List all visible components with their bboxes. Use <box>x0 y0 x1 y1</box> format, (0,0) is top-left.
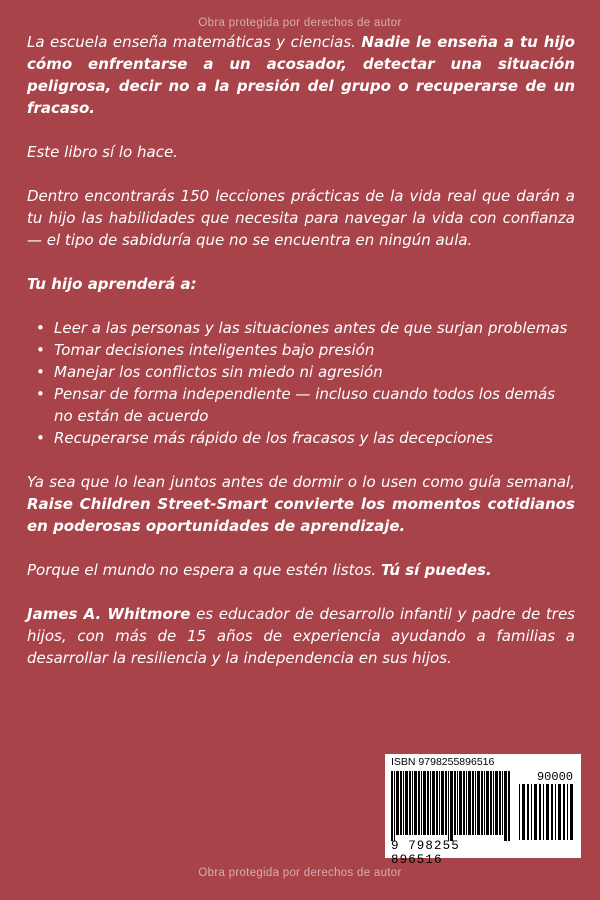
barcode-bar <box>486 771 489 835</box>
barcode-bar <box>403 771 404 835</box>
barcode-bar <box>445 771 447 835</box>
barcode-bar <box>481 771 483 835</box>
addon-bars <box>519 784 573 854</box>
barcode-bar <box>495 771 498 835</box>
barcode-bar <box>468 771 471 835</box>
barcode-bar <box>454 771 456 835</box>
barcode-bar <box>567 784 568 840</box>
barcode-bar <box>463 771 465 835</box>
description-paragraph: Dentro encontrarás 150 lecciones prácticas de la vida real que darán a tu hijo las habilidades que necesita para navegar la vida con confianza — el tipo de sabiduría que no se encuentra en ningún aula. <box>27 187 575 249</box>
barcode-bar <box>484 771 485 835</box>
barcode-bar <box>459 771 462 835</box>
barcode-bar <box>430 771 431 835</box>
author-bio-text: es educador de desarrollo infantil y padre de tres hijos, con más de 15 años de experiencia ayudando a familias a desarrollar la resiliencia y la independencia en sus hijos. <box>27 605 575 667</box>
barcode-bar <box>534 784 537 840</box>
intro-paragraph <box>27 31 575 119</box>
barcode-bar <box>504 771 507 841</box>
barcode-bar <box>436 771 438 835</box>
barcode-bar <box>546 784 549 840</box>
barcode-bar <box>432 771 435 835</box>
list-item: • Pensar de forma independiente — incluso cuando todos los demás no están de acuerdo <box>36 383 575 427</box>
barcode-bar <box>391 771 393 841</box>
barcode-bar <box>441 771 444 835</box>
intro-bold: Nadie le enseña a tu hijo cómo enfrentarse a un acosador, detectar una situación peligrosa, decir no a la presión del grupo o recuperarse de un fracaso. <box>27 33 575 117</box>
barcode-bar <box>412 771 413 835</box>
closing-paragraph <box>27 559 575 581</box>
barcode-bar <box>400 771 402 835</box>
lessons-list <box>27 317 575 449</box>
barcode-bar <box>477 771 480 835</box>
list-item: • Recuperarse más rápido de los fracasos y las decepciones <box>36 427 575 449</box>
isbn-barcode <box>385 754 581 867</box>
barcode-bar <box>527 784 529 840</box>
list-item: • Manejar los conflictos sin miedo ni agresión <box>36 361 575 383</box>
barcode-bar <box>421 771 422 835</box>
back-cover-text <box>27 31 575 669</box>
barcode-bar <box>418 771 420 835</box>
list-item: • Leer a las personas y las situaciones antes de que surjan problemas <box>36 317 575 339</box>
barcode-bar <box>475 771 476 835</box>
tagline: Este libro sí lo hace. <box>27 143 178 161</box>
barcode-bar <box>414 771 417 835</box>
barcode-bar <box>493 771 494 835</box>
barcode-bar <box>450 771 453 841</box>
price-code: 90000 <box>536 770 573 784</box>
barcode-bar <box>531 784 532 840</box>
usage-bold: Raise Children Street-Smart convierte los momentos cotidianos en poderosas oportunidades de aprendizaje. <box>27 495 575 535</box>
closing-plain: Porque el mundo no espera a que estén listos. <box>27 561 382 579</box>
author-bio <box>27 603 575 669</box>
barcode-bar <box>396 771 399 835</box>
barcode-bar <box>570 784 573 840</box>
barcode-bar <box>522 784 525 840</box>
barcode-bar <box>448 771 449 841</box>
barcode-bar <box>405 771 408 835</box>
barcode-bar <box>423 771 426 835</box>
barcode-bar <box>427 771 429 835</box>
watermark-top: Obra protegida por derechos de autor <box>198 17 402 29</box>
barcode-bar <box>490 771 492 835</box>
barcode-bar <box>394 771 395 841</box>
list-item: • Tomar decisiones inteligentes bajo presión <box>36 339 575 361</box>
author-name: James A. Whitmore <box>27 605 191 623</box>
barcode-bar <box>409 771 411 835</box>
barcode-bar <box>472 771 474 835</box>
barcode-bar <box>555 784 556 840</box>
barcode-bar <box>502 771 503 835</box>
barcode-bar <box>508 771 510 841</box>
barcode-bar <box>539 784 541 840</box>
isbn-label: ISBN 9798255896516 <box>391 756 495 768</box>
barcode-bar <box>466 771 467 835</box>
barcode-bar <box>543 784 544 840</box>
barcode-bar <box>499 771 501 835</box>
barcode-bar <box>457 771 458 835</box>
usage-paragraph <box>27 471 575 537</box>
ean-bars <box>391 771 515 841</box>
closing-bold: Tú sí puedes. <box>381 561 492 579</box>
usage-plain: Ya sea que lo lean juntos antes de dormir o lo usen como guía semanal, <box>27 473 575 491</box>
barcode-bar <box>558 784 561 840</box>
barcode-bar <box>551 784 553 840</box>
barcode-bar <box>563 784 565 840</box>
learn-heading: Tu hijo aprenderá a: <box>27 275 197 293</box>
intro-plain: La escuela enseña matemáticas y ciencias. <box>27 33 362 51</box>
watermark-bottom: Obra protegida por derechos de autor <box>198 867 402 879</box>
barcode-bar <box>439 771 440 835</box>
ean-digits: 9 798255 896516 <box>391 839 460 867</box>
barcode-bar <box>519 784 520 840</box>
